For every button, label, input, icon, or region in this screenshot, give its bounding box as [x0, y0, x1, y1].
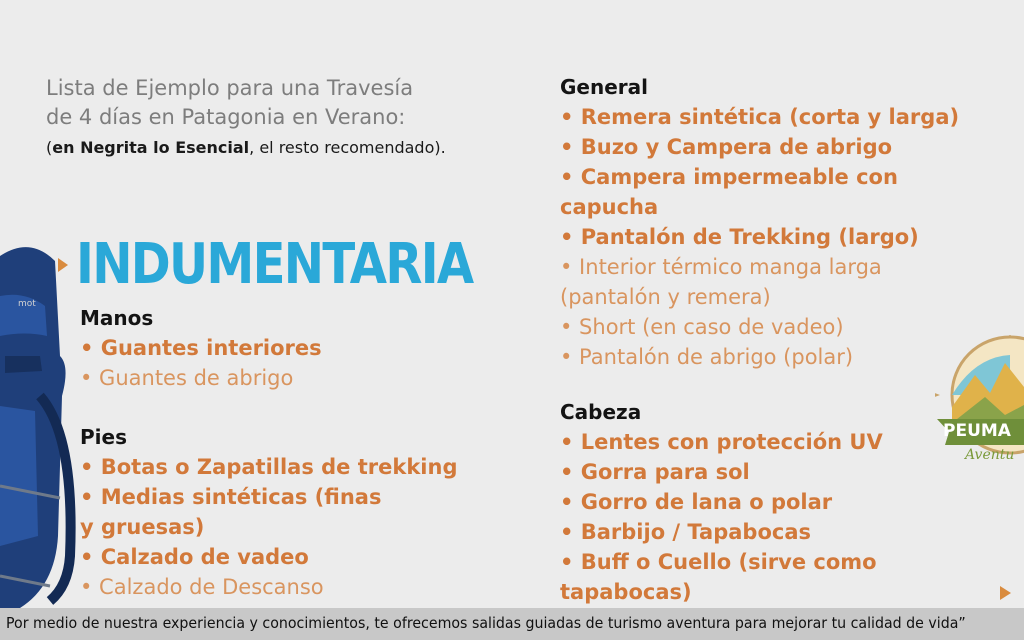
list-item: • Barbijo / Tapabocas: [560, 520, 811, 544]
section-title-manos: Manos: [80, 306, 154, 330]
footer-bar: [0, 608, 1024, 640]
intro-note: [46, 138, 546, 157]
svg-text:mot: mot: [18, 299, 36, 309]
section-pies: [80, 424, 457, 602]
list-item: • Calzado de Descanso: [80, 575, 324, 599]
list-item: • Campera impermeable con: [560, 165, 898, 189]
intro-title-line-2: de 4 días en Patagonia en Verano:: [46, 105, 406, 129]
page-heading: INDUMENTARIA: [76, 232, 473, 297]
arrow-right-icon[interactable]: [1000, 586, 1011, 600]
section-cabeza: [560, 399, 883, 607]
list-item: • Gorra para sol: [560, 460, 750, 484]
footer-text: Por medio de nuestra experiencia y conocimientos, te ofrecemos salidas guiadas de turismo aventura para mejorar tu calidad de vida”: [6, 614, 966, 632]
logo-name: PEUMA: [943, 421, 1011, 441]
section-manos: [80, 305, 322, 393]
list-item: • Pantalón de abrigo (polar): [560, 345, 854, 369]
list-item: • Lentes con protección UV: [560, 430, 883, 454]
list-item: • Guantes de abrigo: [80, 366, 294, 390]
list-item: • Buzo y Campera de abrigo: [560, 135, 893, 159]
list-item: • Short (en caso de vadeo): [560, 315, 844, 339]
list-item: (pantalón y remera): [560, 285, 771, 309]
section-title-general: General: [560, 75, 648, 99]
intro-block: [46, 74, 546, 157]
intro-note-open: (: [46, 138, 53, 157]
list-item: • Buff o Cuello (sirve como: [560, 550, 877, 574]
section-general: [560, 74, 959, 372]
heading-arrow-icon: [58, 258, 68, 272]
logo-tagline: Aventu: [965, 447, 1015, 463]
list-item: • Pantalón de Trekking (largo): [560, 225, 919, 249]
list-item: • Botas o Zapatillas de trekking: [80, 455, 458, 479]
list-item: • Interior térmico manga larga: [560, 255, 882, 279]
section-title-pies: Pies: [80, 425, 127, 449]
intro-title-line-1: Lista de Ejemplo para una Travesía: [46, 76, 414, 100]
intro-note-rest: , el resto recomendado).: [249, 138, 446, 157]
list-item: tapabocas): [560, 580, 692, 604]
list-item: y gruesas): [80, 515, 205, 539]
section-title-cabeza: Cabeza: [560, 400, 642, 424]
list-item: • Guantes interiores: [80, 336, 322, 360]
list-item: capucha: [560, 195, 659, 219]
list-item: • Medias sintéticas (finas: [80, 485, 382, 509]
intro-note-bold: en Negrita lo Esencial: [52, 138, 250, 157]
list-item: • Calzado de vadeo: [80, 545, 309, 569]
mountain-logo: [935, 335, 1024, 475]
list-item: • Remera sintética (corta y larga): [560, 105, 960, 129]
list-item: • Gorro de lana o polar: [560, 490, 833, 514]
